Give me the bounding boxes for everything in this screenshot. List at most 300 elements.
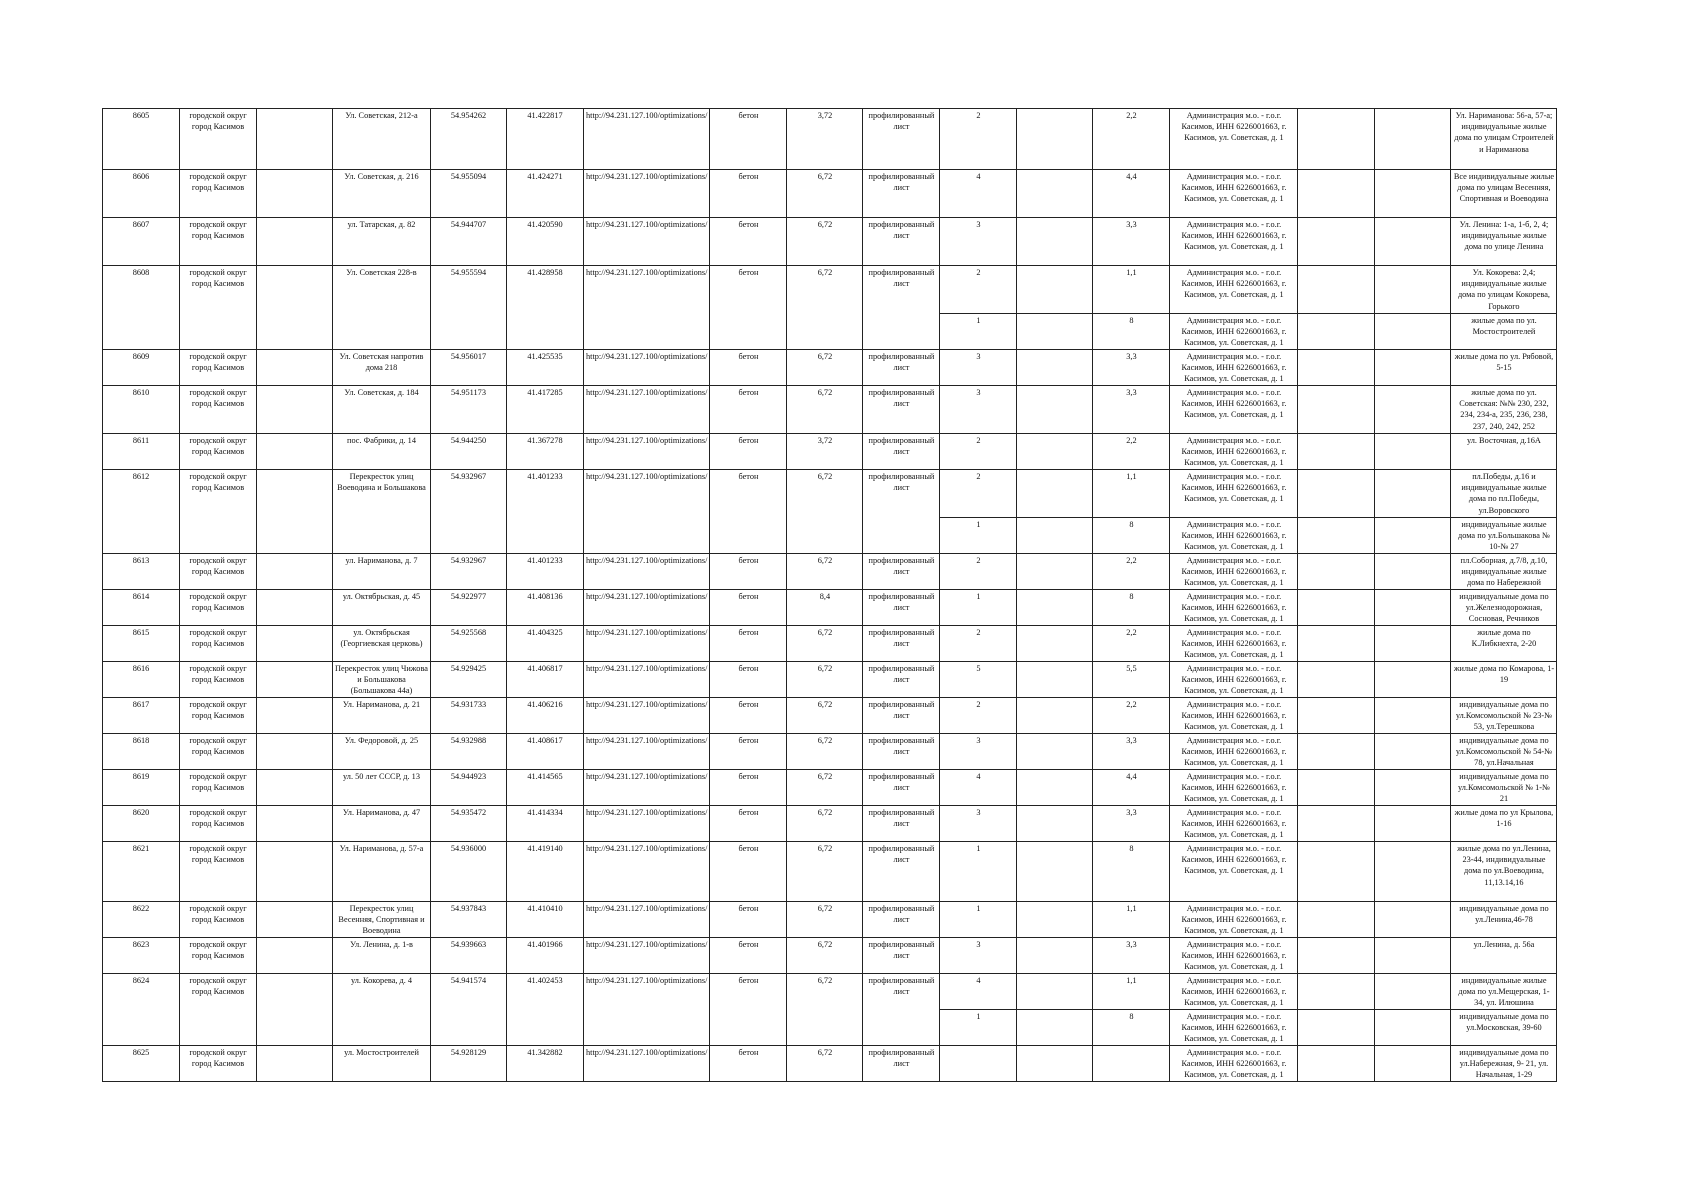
container-volume-cell: 3,3 — [1093, 218, 1170, 266]
empty-cell — [1375, 1010, 1451, 1046]
waste-sources-cell: Все индивидуальные жилые дома по улицам Весенняя, Спортивная и Воеводина — [1451, 170, 1557, 218]
container-volume-cell: 8 — [1093, 314, 1170, 350]
container-volume-cell: 1,1 — [1093, 902, 1170, 938]
empty-cell — [257, 554, 333, 590]
empty-cell — [1017, 974, 1093, 1010]
empty-cell — [1298, 698, 1375, 734]
fence-cell: профилированный лист — [863, 470, 940, 554]
url-cell: http://94.231.127.100/optimizations/ — [584, 109, 710, 170]
container-count-cell: 3 — [940, 218, 1017, 266]
base-cell: бетон — [710, 698, 787, 734]
address-cell: Ул. Нариманова, д. 47 — [333, 806, 431, 842]
owner-cell: Администрация м.о. - г.о.г. Касимов, ИНН 6226001663, г. Касимов, ул. Советская, д. 1 — [1170, 470, 1298, 518]
empty-cell — [1017, 938, 1093, 974]
table-row — [103, 626, 1557, 662]
row-id-cell: 8609 — [103, 350, 180, 386]
owner-cell: Администрация м.о. - г.о.г. Касимов, ИНН 6226001663, г. Касимов, ул. Советская, д. 1 — [1170, 386, 1298, 434]
container-count-cell: 2 — [940, 266, 1017, 314]
row-id-cell: 8606 — [103, 170, 180, 218]
address-cell: Ул. Ленина, д. 1-в — [333, 938, 431, 974]
address-cell: ул. Кокорева, д. 4 — [333, 974, 431, 1046]
fence-cell: профилированный лист — [863, 590, 940, 626]
url-cell: http://94.231.127.100/optimizations/ — [584, 590, 710, 626]
container-count-cell: 3 — [940, 386, 1017, 434]
address-cell: ул. Октябрьская, д. 45 — [333, 590, 431, 626]
waste-sources-cell: жилые дома по ул.Ленина, 23-44, индивидуальные дома по ул.Воеводина, 11,13.14,16 — [1451, 842, 1557, 902]
table-row — [103, 698, 1557, 734]
row-id-cell: 8613 — [103, 554, 180, 590]
owner-cell: Администрация м.о. - г.о.г. Касимов, ИНН 6226001663, г. Касимов, ул. Советская, д. 1 — [1170, 662, 1298, 698]
row-id-cell: 8620 — [103, 806, 180, 842]
empty-cell — [1298, 662, 1375, 698]
longitude-cell: 41.417285 — [507, 386, 584, 434]
empty-cell — [1298, 434, 1375, 470]
empty-cell — [1375, 1046, 1451, 1082]
table-row — [103, 938, 1557, 974]
owner-cell: Администрация м.о. - г.о.г. Касимов, ИНН 6226001663, г. Касимов, ул. Советская, д. 1 — [1170, 626, 1298, 662]
municipality-cell: городской округ город Касимов — [180, 266, 257, 350]
waste-sources-cell: индивидуальные дома по ул.Железнодорожная, Сосновая, Речников — [1451, 590, 1557, 626]
latitude-cell: 54.954262 — [431, 109, 507, 170]
empty-cell — [1298, 314, 1375, 350]
container-volume-cell: 8 — [1093, 842, 1170, 902]
fence-cell: профилированный лист — [863, 434, 940, 470]
owner-cell: Администрация м.о. - г.о.г. Касимов, ИНН 6226001663, г. Касимов, ул. Советская, д. 1 — [1170, 806, 1298, 842]
row-id-cell: 8621 — [103, 842, 180, 902]
table-row — [103, 350, 1557, 386]
base-cell: бетон — [710, 938, 787, 974]
waste-sources-cell: индивидуальные дома по ул.Московская, 39-60 — [1451, 1010, 1557, 1046]
empty-cell — [257, 350, 333, 386]
container-count-cell: 5 — [940, 662, 1017, 698]
empty-cell — [1017, 806, 1093, 842]
empty-cell — [1017, 170, 1093, 218]
municipality-cell: городской округ город Касимов — [180, 662, 257, 698]
empty-cell — [1298, 938, 1375, 974]
address-cell: Ул. Нариманова, д. 57-а — [333, 842, 431, 902]
fence-cell: профилированный лист — [863, 626, 940, 662]
fence-cell: профилированный лист — [863, 554, 940, 590]
row-id-cell: 8610 — [103, 386, 180, 434]
empty-cell — [257, 806, 333, 842]
table-row — [103, 734, 1557, 770]
container-volume-cell: 2,2 — [1093, 698, 1170, 734]
url-cell: http://94.231.127.100/optimizations/ — [584, 626, 710, 662]
empty-cell — [1298, 109, 1375, 170]
empty-cell — [1298, 518, 1375, 554]
longitude-cell: 41.419140 — [507, 842, 584, 902]
container-volume-cell — [1093, 1046, 1170, 1082]
empty-cell — [257, 698, 333, 734]
empty-cell — [257, 938, 333, 974]
municipality-cell: городской округ город Касимов — [180, 842, 257, 902]
empty-cell — [1017, 626, 1093, 662]
container-count-cell: 3 — [940, 350, 1017, 386]
container-volume-cell: 2,2 — [1093, 109, 1170, 170]
latitude-cell: 54.935472 — [431, 806, 507, 842]
base-cell: бетон — [710, 218, 787, 266]
area-cell: 6,72 — [787, 770, 863, 806]
empty-cell — [257, 734, 333, 770]
address-cell: Перекресток улиц Воеводина и Большакова — [333, 470, 431, 554]
table-row — [103, 590, 1557, 626]
municipality-cell: городской округ город Касимов — [180, 1046, 257, 1082]
empty-cell — [257, 842, 333, 902]
container-count-cell: 1 — [940, 518, 1017, 554]
empty-cell — [257, 902, 333, 938]
longitude-cell: 41.428958 — [507, 266, 584, 350]
row-id-cell: 8619 — [103, 770, 180, 806]
empty-cell — [257, 170, 333, 218]
latitude-cell: 54.956017 — [431, 350, 507, 386]
empty-cell — [1298, 806, 1375, 842]
base-cell: бетон — [710, 842, 787, 902]
fence-cell: профилированный лист — [863, 662, 940, 698]
base-cell: бетон — [710, 662, 787, 698]
empty-cell — [1017, 554, 1093, 590]
address-cell: ул. Октябрьская (Георгиевская церковь) — [333, 626, 431, 662]
row-id-cell: 8622 — [103, 902, 180, 938]
url-cell: http://94.231.127.100/optimizations/ — [584, 902, 710, 938]
owner-cell: Администрация м.о. - г.о.г. Касимов, ИНН 6226001663, г. Касимов, ул. Советская, д. 1 — [1170, 698, 1298, 734]
empty-cell — [1375, 806, 1451, 842]
container-count-cell: 2 — [940, 554, 1017, 590]
table-row — [103, 386, 1557, 434]
url-cell: http://94.231.127.100/optimizations/ — [584, 170, 710, 218]
container-count-cell: 1 — [940, 590, 1017, 626]
owner-cell: Администрация м.о. - г.о.г. Касимов, ИНН 6226001663, г. Касимов, ул. Советская, д. 1 — [1170, 590, 1298, 626]
municipality-cell: городской округ город Касимов — [180, 109, 257, 170]
empty-cell — [257, 974, 333, 1046]
container-count-cell: 2 — [940, 470, 1017, 518]
empty-cell — [1375, 109, 1451, 170]
empty-cell — [1375, 698, 1451, 734]
address-cell: Ул. Советская напротив дома 218 — [333, 350, 431, 386]
empty-cell — [1017, 662, 1093, 698]
latitude-cell: 54.955594 — [431, 266, 507, 350]
latitude-cell: 54.928129 — [431, 1046, 507, 1082]
empty-cell — [1017, 386, 1093, 434]
waste-sources-cell: ул.Ленина, д. 56а — [1451, 938, 1557, 974]
latitude-cell: 54.955094 — [431, 170, 507, 218]
table-row — [103, 470, 1557, 518]
url-cell: http://94.231.127.100/optimizations/ — [584, 806, 710, 842]
waste-sources-cell: индивидуальные дома по ул.Комсомольской № 54-№ 78, ул.Начальная — [1451, 734, 1557, 770]
empty-cell — [1375, 938, 1451, 974]
waste-sources-cell: жилые дома по Комарова, 1-19 — [1451, 662, 1557, 698]
empty-cell — [1298, 974, 1375, 1010]
empty-cell — [257, 470, 333, 554]
empty-cell — [257, 434, 333, 470]
row-id-cell: 8623 — [103, 938, 180, 974]
owner-cell: Администрация м.о. - г.о.г. Касимов, ИНН 6226001663, г. Касимов, ул. Советская, д. 1 — [1170, 434, 1298, 470]
latitude-cell: 54.941574 — [431, 974, 507, 1046]
owner-cell: Администрация м.о. - г.о.г. Касимов, ИНН 6226001663, г. Касимов, ул. Советская, д. 1 — [1170, 554, 1298, 590]
longitude-cell: 41.424271 — [507, 170, 584, 218]
latitude-cell: 54.936000 — [431, 842, 507, 902]
address-cell: ул. 50 лет СССР, д. 13 — [333, 770, 431, 806]
empty-cell — [1298, 218, 1375, 266]
longitude-cell: 41.420590 — [507, 218, 584, 266]
waste-sources-cell: ул. Восточная, д.16А — [1451, 434, 1557, 470]
empty-cell — [1375, 218, 1451, 266]
base-cell: бетон — [710, 170, 787, 218]
owner-cell: Администрация м.о. - г.о.г. Касимов, ИНН 6226001663, г. Касимов, ул. Советская, д. 1 — [1170, 1010, 1298, 1046]
empty-cell — [1017, 590, 1093, 626]
table-body — [103, 109, 1557, 1082]
latitude-cell: 54.932988 — [431, 734, 507, 770]
empty-cell — [257, 590, 333, 626]
url-cell: http://94.231.127.100/optimizations/ — [584, 470, 710, 554]
municipality-cell: городской округ город Касимов — [180, 626, 257, 662]
area-cell: 6,72 — [787, 554, 863, 590]
municipality-cell: городской округ город Касимов — [180, 734, 257, 770]
area-cell: 6,72 — [787, 170, 863, 218]
area-cell: 6,72 — [787, 218, 863, 266]
longitude-cell: 41.404325 — [507, 626, 584, 662]
table-row — [103, 434, 1557, 470]
area-cell: 6,72 — [787, 626, 863, 662]
container-volume-cell: 1,1 — [1093, 470, 1170, 518]
table-row — [103, 554, 1557, 590]
waste-sources-cell: жилые дома по ул Крылова, 1-16 — [1451, 806, 1557, 842]
municipality-cell: городской округ город Касимов — [180, 554, 257, 590]
longitude-cell: 41.425535 — [507, 350, 584, 386]
empty-cell — [1375, 974, 1451, 1010]
latitude-cell: 54.951173 — [431, 386, 507, 434]
empty-cell — [1375, 734, 1451, 770]
area-cell: 3,72 — [787, 434, 863, 470]
owner-cell: Администрация м.о. - г.о.г. Касимов, ИНН 6226001663, г. Касимов, ул. Советская, д. 1 — [1170, 218, 1298, 266]
address-cell: ул. Нариманова, д. 7 — [333, 554, 431, 590]
waste-sources-cell: Ул. Кокорева: 2,4; индивидуальные жилые дома по улицам Кокорева, Горького — [1451, 266, 1557, 314]
longitude-cell: 41.401966 — [507, 938, 584, 974]
empty-cell — [1375, 902, 1451, 938]
table-row — [103, 266, 1557, 314]
container-volume-cell: 3,3 — [1093, 734, 1170, 770]
url-cell: http://94.231.127.100/optimizations/ — [584, 662, 710, 698]
municipality-cell: городской округ город Касимов — [180, 770, 257, 806]
fence-cell: профилированный лист — [863, 974, 940, 1046]
owner-cell: Администрация м.о. - г.о.г. Касимов, ИНН 6226001663, г. Касимов, ул. Советская, д. 1 — [1170, 770, 1298, 806]
container-volume-cell: 2,2 — [1093, 434, 1170, 470]
base-cell: бетон — [710, 554, 787, 590]
empty-cell — [1375, 662, 1451, 698]
empty-cell — [1298, 266, 1375, 314]
longitude-cell: 41.408617 — [507, 734, 584, 770]
area-cell: 6,72 — [787, 662, 863, 698]
owner-cell: Администрация м.о. - г.о.г. Касимов, ИНН 6226001663, г. Касимов, ул. Советская, д. 1 — [1170, 734, 1298, 770]
base-cell: бетон — [710, 590, 787, 626]
base-cell: бетон — [710, 350, 787, 386]
area-cell: 6,72 — [787, 1046, 863, 1082]
table-row — [103, 842, 1557, 902]
longitude-cell: 41.422817 — [507, 109, 584, 170]
area-cell: 6,72 — [787, 902, 863, 938]
empty-cell — [1298, 350, 1375, 386]
municipality-cell: городской округ город Касимов — [180, 590, 257, 626]
row-id-cell: 8605 — [103, 109, 180, 170]
base-cell: бетон — [710, 734, 787, 770]
base-cell: бетон — [710, 770, 787, 806]
owner-cell: Администрация м.о. - г.о.г. Касимов, ИНН 6226001663, г. Касимов, ул. Советская, д. 1 — [1170, 974, 1298, 1010]
latitude-cell: 54.929425 — [431, 662, 507, 698]
empty-cell — [1017, 698, 1093, 734]
base-cell: бетон — [710, 902, 787, 938]
empty-cell — [1375, 350, 1451, 386]
waste-sources-cell: индивидуальные дома по ул.Ленина,46-78 — [1451, 902, 1557, 938]
latitude-cell: 54.931733 — [431, 698, 507, 734]
municipality-cell: городской округ город Касимов — [180, 170, 257, 218]
owner-cell: Администрация м.о. - г.о.г. Касимов, ИНН 6226001663, г. Касимов, ул. Советская, д. 1 — [1170, 314, 1298, 350]
empty-cell — [1375, 842, 1451, 902]
waste-sources-cell: пл.Соборная, д.7/8, д.10, индивидуальные жилые дома по Набережной — [1451, 554, 1557, 590]
empty-cell — [1017, 1010, 1093, 1046]
empty-cell — [257, 109, 333, 170]
container-volume-cell: 2,2 — [1093, 626, 1170, 662]
container-count-cell: 4 — [940, 770, 1017, 806]
fence-cell: профилированный лист — [863, 938, 940, 974]
registry-table — [102, 108, 1557, 1082]
fence-cell: профилированный лист — [863, 698, 940, 734]
container-volume-cell: 2,2 — [1093, 554, 1170, 590]
empty-cell — [1298, 386, 1375, 434]
fence-cell: профилированный лист — [863, 218, 940, 266]
empty-cell — [1298, 902, 1375, 938]
row-id-cell: 8618 — [103, 734, 180, 770]
row-id-cell: 8607 — [103, 218, 180, 266]
url-cell: http://94.231.127.100/optimizations/ — [584, 974, 710, 1046]
waste-sources-cell: индивидуальные дома по ул.Комсомольской № 1-№ 21 — [1451, 770, 1557, 806]
waste-sources-cell: пл.Победы, д.16 и индивидуальные жилые дома по пл.Победы, ул.Воровского — [1451, 470, 1557, 518]
container-volume-cell: 8 — [1093, 518, 1170, 554]
fence-cell: профилированный лист — [863, 170, 940, 218]
latitude-cell: 54.932967 — [431, 470, 507, 554]
latitude-cell: 54.922977 — [431, 590, 507, 626]
base-cell: бетон — [710, 806, 787, 842]
base-cell: бетон — [710, 1046, 787, 1082]
empty-cell — [1017, 109, 1093, 170]
fence-cell: профилированный лист — [863, 734, 940, 770]
empty-cell — [1298, 554, 1375, 590]
empty-cell — [1298, 734, 1375, 770]
longitude-cell: 41.401233 — [507, 554, 584, 590]
container-count-cell: 4 — [940, 974, 1017, 1010]
url-cell: http://94.231.127.100/optimizations/ — [584, 1046, 710, 1082]
fence-cell: профилированный лист — [863, 902, 940, 938]
address-cell: ул. Татарская, д. 82 — [333, 218, 431, 266]
address-cell: Перекресток улиц Весенняя, Спортивная и Воеводина — [333, 902, 431, 938]
empty-cell — [1298, 170, 1375, 218]
address-cell: Ул. Советская, д. 184 — [333, 386, 431, 434]
empty-cell — [257, 626, 333, 662]
row-id-cell: 8615 — [103, 626, 180, 662]
row-id-cell: 8611 — [103, 434, 180, 470]
row-id-cell: 8617 — [103, 698, 180, 734]
waste-sources-cell: индивидуальные жилые дома по ул.Большакова № 10-№ 27 — [1451, 518, 1557, 554]
address-cell: Ул. Федоровой, д. 25 — [333, 734, 431, 770]
container-count-cell: 2 — [940, 626, 1017, 662]
waste-sources-cell: жилые дома по ул. Мостостроителей — [1451, 314, 1557, 350]
empty-cell — [1017, 470, 1093, 518]
url-cell: http://94.231.127.100/optimizations/ — [584, 734, 710, 770]
container-count-cell: 1 — [940, 842, 1017, 902]
empty-cell — [1375, 590, 1451, 626]
row-id-cell: 8624 — [103, 974, 180, 1046]
waste-sources-cell: жилые дома по ул. Советская: №№ 230, 232, 234, 234-а, 235, 236, 238, 237, 240, 242, 252 — [1451, 386, 1557, 434]
fence-cell: профилированный лист — [863, 350, 940, 386]
municipality-cell: городской округ город Касимов — [180, 806, 257, 842]
container-count-cell: 3 — [940, 806, 1017, 842]
container-count-cell: 2 — [940, 698, 1017, 734]
area-cell: 8,4 — [787, 590, 863, 626]
row-id-cell: 8616 — [103, 662, 180, 698]
url-cell: http://94.231.127.100/optimizations/ — [584, 554, 710, 590]
municipality-cell: городской округ город Касимов — [180, 434, 257, 470]
empty-cell — [1375, 518, 1451, 554]
latitude-cell: 54.925568 — [431, 626, 507, 662]
fence-cell: профилированный лист — [863, 109, 940, 170]
latitude-cell: 54.944250 — [431, 434, 507, 470]
container-volume-cell: 8 — [1093, 1010, 1170, 1046]
base-cell: бетон — [710, 434, 787, 470]
base-cell: бетон — [710, 266, 787, 350]
empty-cell — [257, 386, 333, 434]
container-volume-cell: 3,3 — [1093, 386, 1170, 434]
area-cell: 6,72 — [787, 266, 863, 350]
waste-sources-cell: Ул. Нариманова: 56-а, 57-а; индивидуальные жилые дома по улицам Строителей и Нариманова — [1451, 109, 1557, 170]
empty-cell — [257, 770, 333, 806]
owner-cell: Администрация м.о. - г.о.г. Касимов, ИНН 6226001663, г. Касимов, ул. Советская, д. 1 — [1170, 842, 1298, 902]
base-cell: бетон — [710, 109, 787, 170]
empty-cell — [257, 662, 333, 698]
container-volume-cell: 1,1 — [1093, 974, 1170, 1010]
container-volume-cell: 3,3 — [1093, 806, 1170, 842]
longitude-cell: 41.406817 — [507, 662, 584, 698]
empty-cell — [1017, 350, 1093, 386]
waste-sources-cell: индивидуальные дома по ул.Комсомольской № 23-№ 53, ул.Терешкова — [1451, 698, 1557, 734]
base-cell: бетон — [710, 626, 787, 662]
address-cell: Ул. Советская, 212-а — [333, 109, 431, 170]
longitude-cell: 41.342882 — [507, 1046, 584, 1082]
area-cell: 6,72 — [787, 938, 863, 974]
empty-cell — [1017, 770, 1093, 806]
municipality-cell: городской округ город Касимов — [180, 974, 257, 1046]
table-row — [103, 170, 1557, 218]
empty-cell — [1375, 170, 1451, 218]
base-cell: бетон — [710, 470, 787, 554]
container-count-cell: 1 — [940, 902, 1017, 938]
table-row — [103, 218, 1557, 266]
empty-cell — [1298, 1046, 1375, 1082]
empty-cell — [257, 218, 333, 266]
longitude-cell: 41.402453 — [507, 974, 584, 1046]
latitude-cell: 54.944923 — [431, 770, 507, 806]
url-cell: http://94.231.127.100/optimizations/ — [584, 266, 710, 350]
empty-cell — [1017, 902, 1093, 938]
container-volume-cell: 5,5 — [1093, 662, 1170, 698]
container-count-cell: 2 — [940, 434, 1017, 470]
area-cell: 6,72 — [787, 974, 863, 1046]
url-cell: http://94.231.127.100/optimizations/ — [584, 842, 710, 902]
address-cell: Ул. Советская 228-в — [333, 266, 431, 350]
row-id-cell: 8614 — [103, 590, 180, 626]
longitude-cell: 41.401233 — [507, 470, 584, 554]
fence-cell: профилированный лист — [863, 806, 940, 842]
area-cell: 6,72 — [787, 470, 863, 554]
container-count-cell: 3 — [940, 734, 1017, 770]
empty-cell — [1375, 314, 1451, 350]
